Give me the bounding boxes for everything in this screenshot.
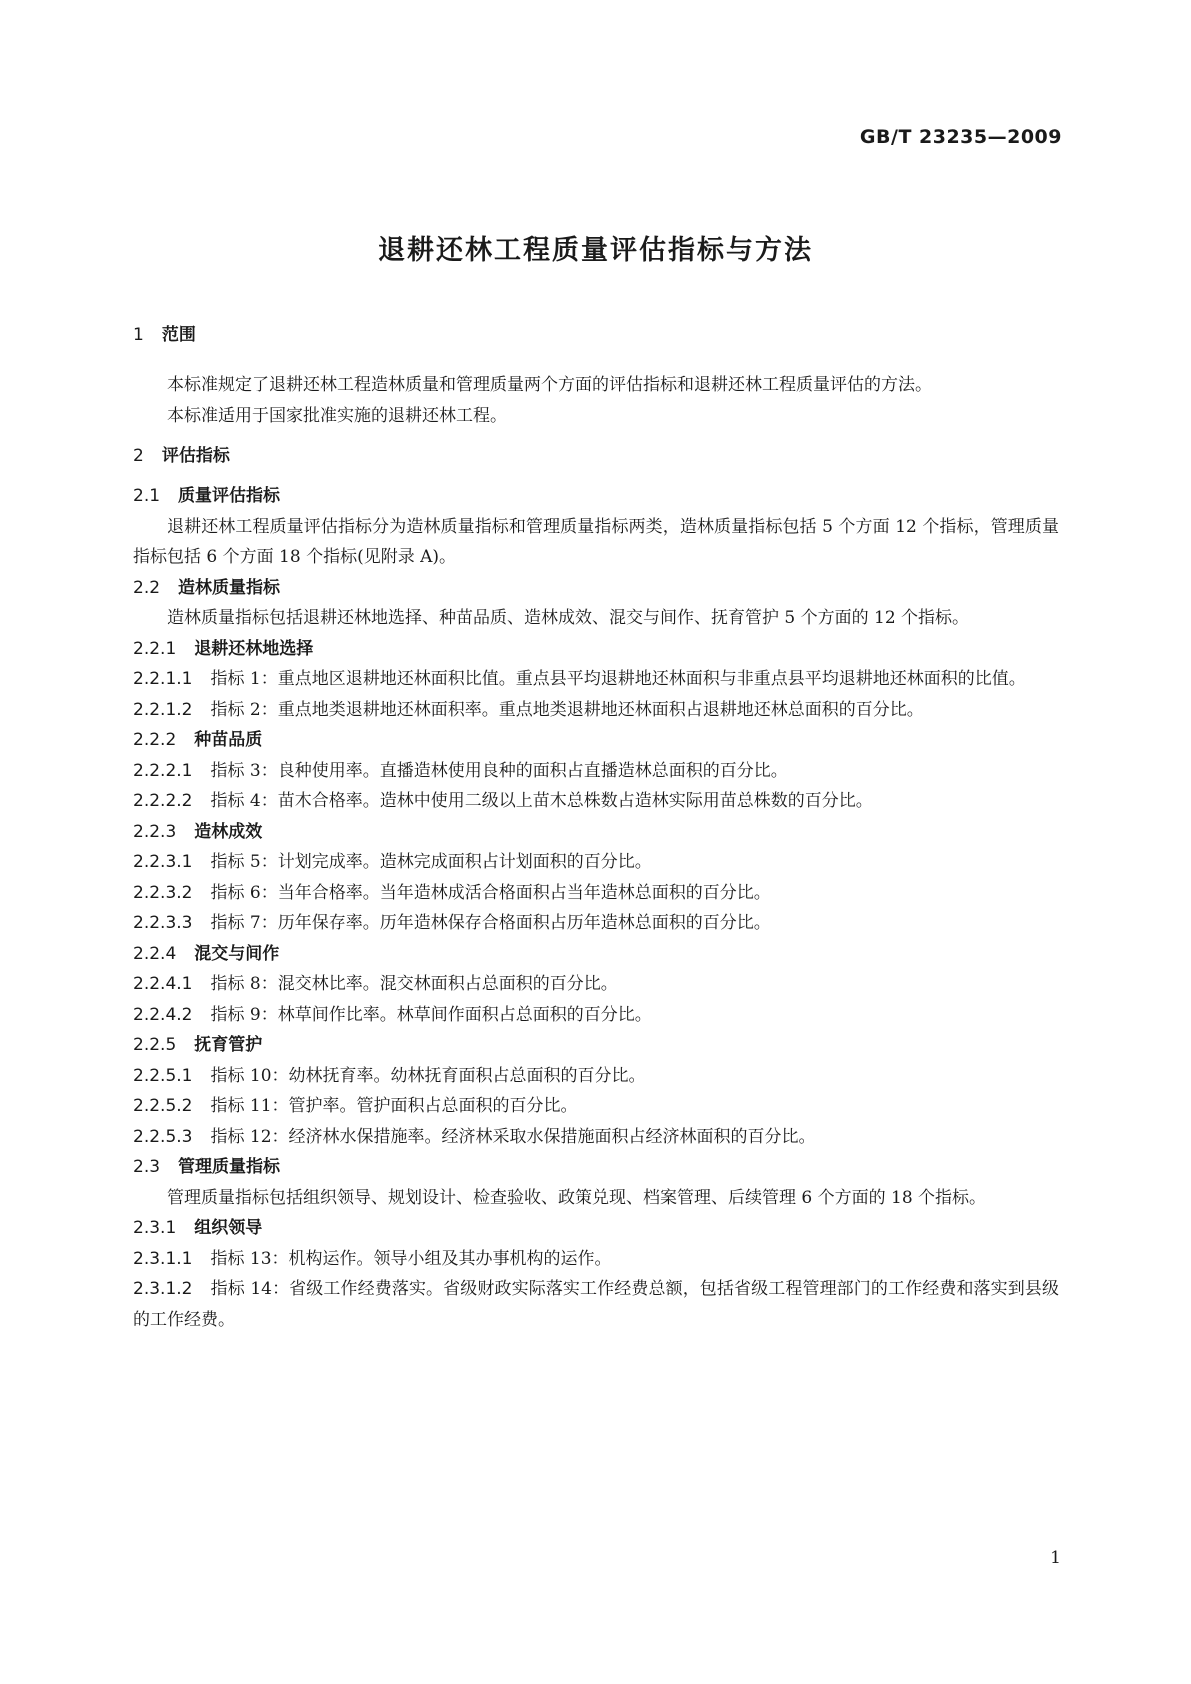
page-number: 1 bbox=[1050, 1548, 1061, 1568]
indicator-item bbox=[133, 786, 1059, 817]
section-title: 管理质量指标 bbox=[178, 1157, 281, 1177]
indicator-item bbox=[133, 1061, 1059, 1092]
section-title: 范围 bbox=[161, 325, 196, 345]
item-text: 指标 12：经济林水保措施率。经济林采取水保措施面积占经济林面积的百分比。 bbox=[210, 1126, 816, 1147]
indicator-item bbox=[133, 664, 1059, 695]
section-number: 2.2.2 bbox=[133, 730, 177, 750]
item-text: 指标 1：重点地区退耕地还林面积比值。重点县平均退耕地还林面积与非重点县平均退耕地还林面积的比值。 bbox=[210, 669, 1026, 689]
indicator-item bbox=[133, 695, 1059, 726]
item-text: 指标 13：机构运作。领导小组及其办事机构的运作。 bbox=[210, 1248, 612, 1269]
section-2-2-heading bbox=[133, 573, 1059, 604]
item-number: 2.2.1.1 bbox=[133, 669, 193, 689]
paragraph: 造林质量指标包括退耕还林地选择、种苗品质、造林成效、混交与间作、抚育管护 5 个方面的 12 个指标。 bbox=[167, 608, 970, 628]
paragraph: 退耕还林工程质量评估指标分为造林质量指标和管理质量指标两类，造林质量指标包括 5 个方面 12 个指标，管理质量指标包括 6 个方面 18 个指标(见附录 A)。 bbox=[133, 516, 1059, 567]
item-number: 2.2.3.3 bbox=[133, 913, 193, 933]
item-number: 2.2.4.2 bbox=[133, 1004, 193, 1025]
section-title: 造林质量指标 bbox=[178, 577, 281, 598]
indicator-item bbox=[133, 1274, 1059, 1335]
item-text: 指标 4：苗木合格率。造林中使用二级以上苗木总株数占造林实际用苗总株数的百分比。 bbox=[210, 791, 873, 811]
indicator-item bbox=[133, 1244, 1059, 1275]
item-text: 指标 9：林草间作比率。林草间作面积占总面积的百分比。 bbox=[210, 1004, 652, 1025]
indicator-item bbox=[133, 1091, 1059, 1122]
standard-code: GB/T 23235—2009 bbox=[859, 126, 1062, 148]
item-number: 2.2.5.2 bbox=[133, 1096, 193, 1116]
section-number: 2.2.5 bbox=[133, 1035, 177, 1055]
indicator-item bbox=[133, 1122, 1059, 1153]
indicator-item bbox=[133, 847, 1059, 878]
section-title: 组织领导 bbox=[194, 1218, 263, 1238]
section-1-heading bbox=[133, 320, 1059, 350]
item-text: 指标 11：管护率。管护面积占总面积的百分比。 bbox=[210, 1096, 578, 1116]
section-2-2-1-heading bbox=[133, 634, 1059, 665]
section-2-heading bbox=[133, 441, 1059, 471]
item-text: 指标 7：历年保存率。历年造林保存合格面积占历年造林总面积的百分比。 bbox=[210, 913, 771, 933]
indicator-item bbox=[133, 756, 1059, 787]
item-text: 指标 5：计划完成率。造林完成面积占计划面积的百分比。 bbox=[210, 852, 652, 872]
section-number: 2.2.4 bbox=[133, 943, 177, 964]
item-number: 2.2.5.1 bbox=[133, 1065, 193, 1086]
section-title: 种苗品质 bbox=[194, 730, 263, 750]
section-number: 1 bbox=[133, 325, 144, 345]
section-2-1-heading bbox=[133, 481, 1059, 512]
item-text: 指标 14：省级工作经费落实。省级财政实际落实工作经费总额，包括省级工程管理部门的工作经费和落实到县级的工作经费。 bbox=[133, 1279, 1059, 1330]
section-2-3-heading bbox=[133, 1152, 1059, 1183]
section-title: 退耕还林地选择 bbox=[194, 638, 314, 659]
document-body bbox=[133, 320, 1059, 1335]
indicator-item bbox=[133, 969, 1059, 1000]
section-2-2-3-heading bbox=[133, 817, 1059, 848]
section-number: 2.2.3 bbox=[133, 821, 177, 842]
item-number: 2.2.3.1 bbox=[133, 852, 193, 872]
item-number: 2.3.1.2 bbox=[133, 1279, 193, 1299]
section-number: 2.1 bbox=[133, 486, 161, 506]
item-text: 指标 10：幼林抚育率。幼林抚育面积占总面积的百分比。 bbox=[210, 1065, 646, 1086]
section-2-3-1-heading bbox=[133, 1213, 1059, 1244]
item-text: 指标 2：重点地类退耕地还林面积率。重点地类退耕地还林面积占退耕地还林总面积的百分比。 bbox=[210, 699, 924, 720]
indicator-item bbox=[133, 1000, 1059, 1031]
section-2-2-5-heading bbox=[133, 1030, 1059, 1061]
item-number: 2.2.2.2 bbox=[133, 791, 193, 811]
item-text: 指标 6：当年合格率。当年造林成活合格面积占当年造林总面积的百分比。 bbox=[210, 882, 771, 903]
item-number: 2.2.3.2 bbox=[133, 882, 193, 903]
section-number: 2 bbox=[133, 446, 144, 466]
section-title: 混交与间作 bbox=[194, 943, 280, 964]
item-number: 2.3.1.1 bbox=[133, 1248, 193, 1269]
section-title: 质量评估指标 bbox=[178, 486, 281, 506]
section-title: 抚育管护 bbox=[194, 1035, 263, 1055]
section-number: 2.2.1 bbox=[133, 638, 177, 659]
item-number: 2.2.4.1 bbox=[133, 974, 193, 994]
section-2-2-4-heading bbox=[133, 939, 1059, 970]
item-number: 2.2.1.2 bbox=[133, 699, 193, 720]
item-number: 2.2.5.3 bbox=[133, 1126, 193, 1147]
section-number: 2.3 bbox=[133, 1157, 161, 1177]
section-number: 2.3.1 bbox=[133, 1218, 177, 1238]
indicator-item bbox=[133, 908, 1059, 939]
section-title: 造林成效 bbox=[194, 821, 263, 842]
section-title: 评估指标 bbox=[161, 446, 230, 466]
document-title: 退耕还林工程质量评估指标与方法 bbox=[378, 235, 813, 266]
paragraph: 本标准适用于国家批准实施的退耕还林工程。 bbox=[167, 405, 507, 426]
section-2-2-2-heading bbox=[133, 725, 1059, 756]
indicator-item bbox=[133, 878, 1059, 909]
item-number: 2.2.2.1 bbox=[133, 760, 193, 781]
item-text: 指标 8：混交林比率。混交林面积占总面积的百分比。 bbox=[210, 974, 618, 994]
paragraph: 管理质量指标包括组织领导、规划设计、检查验收、政策兑现、档案管理、后续管理 6 个方面的 18 个指标。 bbox=[167, 1187, 987, 1208]
item-text: 指标 3：良种使用率。直播造林使用良种的面积占直播造林总面积的百分比。 bbox=[210, 760, 788, 781]
section-number: 2.2 bbox=[133, 577, 161, 598]
paragraph: 本标准规定了退耕还林工程造林质量和管理质量两个方面的评估指标和退耕还林工程质量评估的方法。 bbox=[167, 375, 932, 395]
